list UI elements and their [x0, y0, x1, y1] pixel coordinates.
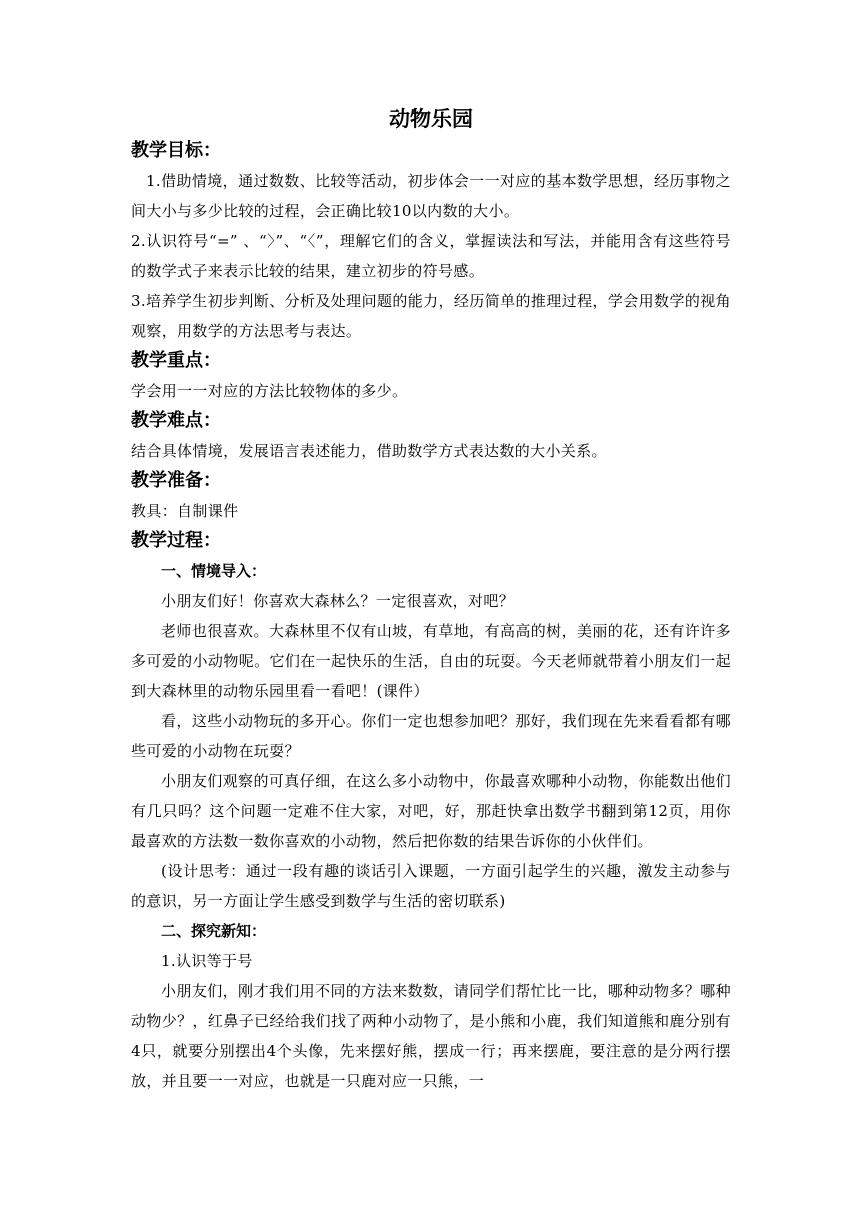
goal-item-2: 2.认识符号“=” 、“〉”、“〈”，理解它们的含义，掌握读法和写法，并能用含有这些符号的数学式子来表示比较的结果，建立初步的符号感。 — [131, 232, 731, 280]
part1-paragraph: 看，这些小动物玩的多开心。你们一定也想参加吧？那好，我们现在先来看看都有哪些可爱的小动物在玩耍？ — [131, 712, 731, 760]
goal-item-1: 1.借助情境，通过数数、比较等活动，初步体会一一对应的基本数学思想，经历事物之间大小与多少比较的过程，会正确比较10以内数的大小。 — [131, 172, 731, 220]
goals-heading: 教学目标： — [131, 140, 221, 161]
preparation-text: 教具：自制课件 — [131, 502, 239, 520]
part2-subtitle: 1.认识等于号 — [161, 952, 253, 970]
part1-title: 一、情境导入： — [161, 562, 267, 580]
part2-title: 二、探究新知： — [161, 922, 267, 940]
process-heading: 教学过程： — [131, 530, 221, 551]
part1-paragraph: 小朋友们好！你喜欢大森林么？一定很喜欢，对吧？ — [161, 592, 515, 610]
difficulties-heading: 教学难点： — [131, 410, 221, 431]
design-note-paragraph: (设计思考：通过一段有趣的谈话引入课题，一方面引起学生的兴趣，激发主动参与的意识，另一方面让学生感受到数学与生活的密切联系) — [131, 862, 731, 910]
key-points-text: 学会用一一对应的方法比较物体的多少。 — [131, 382, 408, 400]
difficulties-text: 结合具体情境，发展语言表述能力，借助数学方式表达数的大小关系。 — [131, 442, 607, 460]
part2-paragraph: 小朋友们，刚才我们用不同的方法来数数，请同学们帮忙比一比，哪种动物多？哪种动物少？，红鼻子已经给我们找了两种小动物了，是小熊和小鹿，我们知道熊和鹿分别有4只，就要分别摆出4个头像，先来摆好熊，摆成一行；再来摆鹿，要注意的是分两行摆放，并且要一一对应，也就是一只鹿对应一只熊，一 — [131, 982, 731, 1090]
preparation-heading: 教学准备： — [131, 470, 221, 491]
part1-paragraph: 老师也很喜欢。大森林里不仅有山坡，有草地，有高高的树，美丽的花，还有许许多多可爱的小动物呢。它们在一起快乐的生活，自由的玩耍。今天老师就带着小朋友们一起到大森林里的动物乐园里看一看吧！(课件） — [131, 622, 731, 700]
key-points-heading: 教学重点： — [131, 350, 221, 371]
goal-item-3: 3.培养学生初步判断、分析及处理问题的能力，经历简单的推理过程，学会用数学的视角观察，用数学的方法思考与表达。 — [131, 292, 731, 340]
document-title: 动物乐园 — [389, 107, 473, 131]
document-body — [131, 102, 731, 1096]
part1-paragraph: 小朋友们观察的可真仔细，在这么多小动物中，你最喜欢哪种小动物，你能数出他们有几只吗？这个问题一定难不住大家，对吧，好，那赶快拿出数学书翻到第12页，用你最喜欢的方法数一数你喜欢的小动物，然后把你数的结果告诉你的小伙伴们。 — [131, 772, 731, 850]
